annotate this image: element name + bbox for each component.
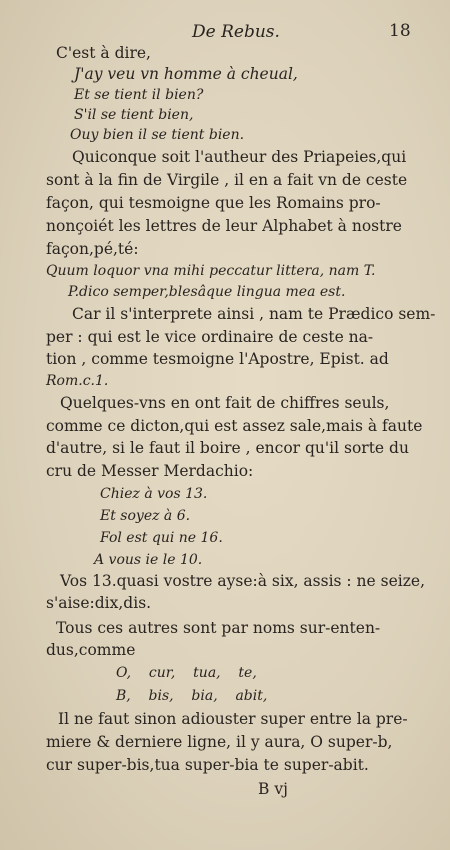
text-line: Quiconque soit l'autheur des Priapeies,qui	[72, 148, 407, 166]
text-line: d'autre, si le faut il boire , encor qu'il sorte du	[46, 439, 409, 457]
text-line: façon,pé,té:	[46, 240, 139, 258]
text-line: per : qui est le vice ordinaire de ceste na-	[46, 328, 374, 346]
text-line: C'est à dire,	[56, 44, 151, 62]
rebus-line: A vous ie le 10.	[94, 552, 203, 568]
text-line: Vos 13.quasi vostre ayse:à six, assis : ne seize,	[60, 572, 425, 590]
signature-mark: B vj	[258, 780, 288, 798]
rebus-line: Fol est qui ne 16.	[100, 530, 223, 546]
text-line: comme ce dicton,qui est assez sale,mais à faute	[46, 417, 423, 435]
text-line: Rom.c.1.	[46, 373, 109, 389]
rebus-row: B, bis, bia, abit,	[116, 688, 268, 704]
text-line: Tous ces autres sont par noms sur-enten-	[56, 619, 381, 637]
text-line: tion , comme tesmoigne l'Apostre, Epist. ad	[46, 350, 389, 368]
text-line: Il ne faut sinon adiouster super entre la pre-	[58, 710, 408, 728]
text-line: Car il s'interprete ainsi , nam te Prædico sem-	[72, 305, 436, 323]
rebus-line: Et soyez à 6.	[100, 508, 191, 524]
page-number: 18	[389, 21, 411, 41]
latin-verse-line: P.dico semper,blesâque lingua mea est.	[68, 284, 346, 300]
verse-line: Et se tient il bien?	[74, 87, 204, 103]
text-line: cur super-bis,tua super-bia te super-abit.	[46, 756, 369, 774]
text-line: sont à la fin de Virgile , il en a fait vn de ceste	[46, 171, 408, 189]
text-line: nonçoiét les lettres de leur Alphabet à nostre	[46, 217, 402, 235]
text-line: Quelques-vns en ont fait de chiffres seuls,	[60, 394, 390, 412]
text-line: miere & derniere ligne, il y aura, O super-b,	[46, 733, 393, 751]
rebus-line: Chiez à vos 13.	[100, 486, 208, 502]
text-line: façon, qui tesmoigne que les Romains pro-	[46, 194, 381, 212]
latin-verse-line: Quum loquor vna mihi peccatur littera, nam T.	[46, 263, 376, 279]
text-line: dus,comme	[46, 641, 136, 659]
verse-line: S'il se tient bien,	[74, 107, 194, 123]
text-line: cru de Messer Merdachio:	[46, 462, 254, 480]
text-line: s'aise:dix,dis.	[46, 594, 152, 612]
verse-line: J'ay veu vn homme à cheual,	[74, 65, 298, 83]
running-title: De Rebus.	[192, 22, 280, 42]
rebus-row: O, cur, tua, te,	[116, 665, 257, 681]
verse-line: Ouy bien il se tient bien.	[70, 127, 245, 143]
